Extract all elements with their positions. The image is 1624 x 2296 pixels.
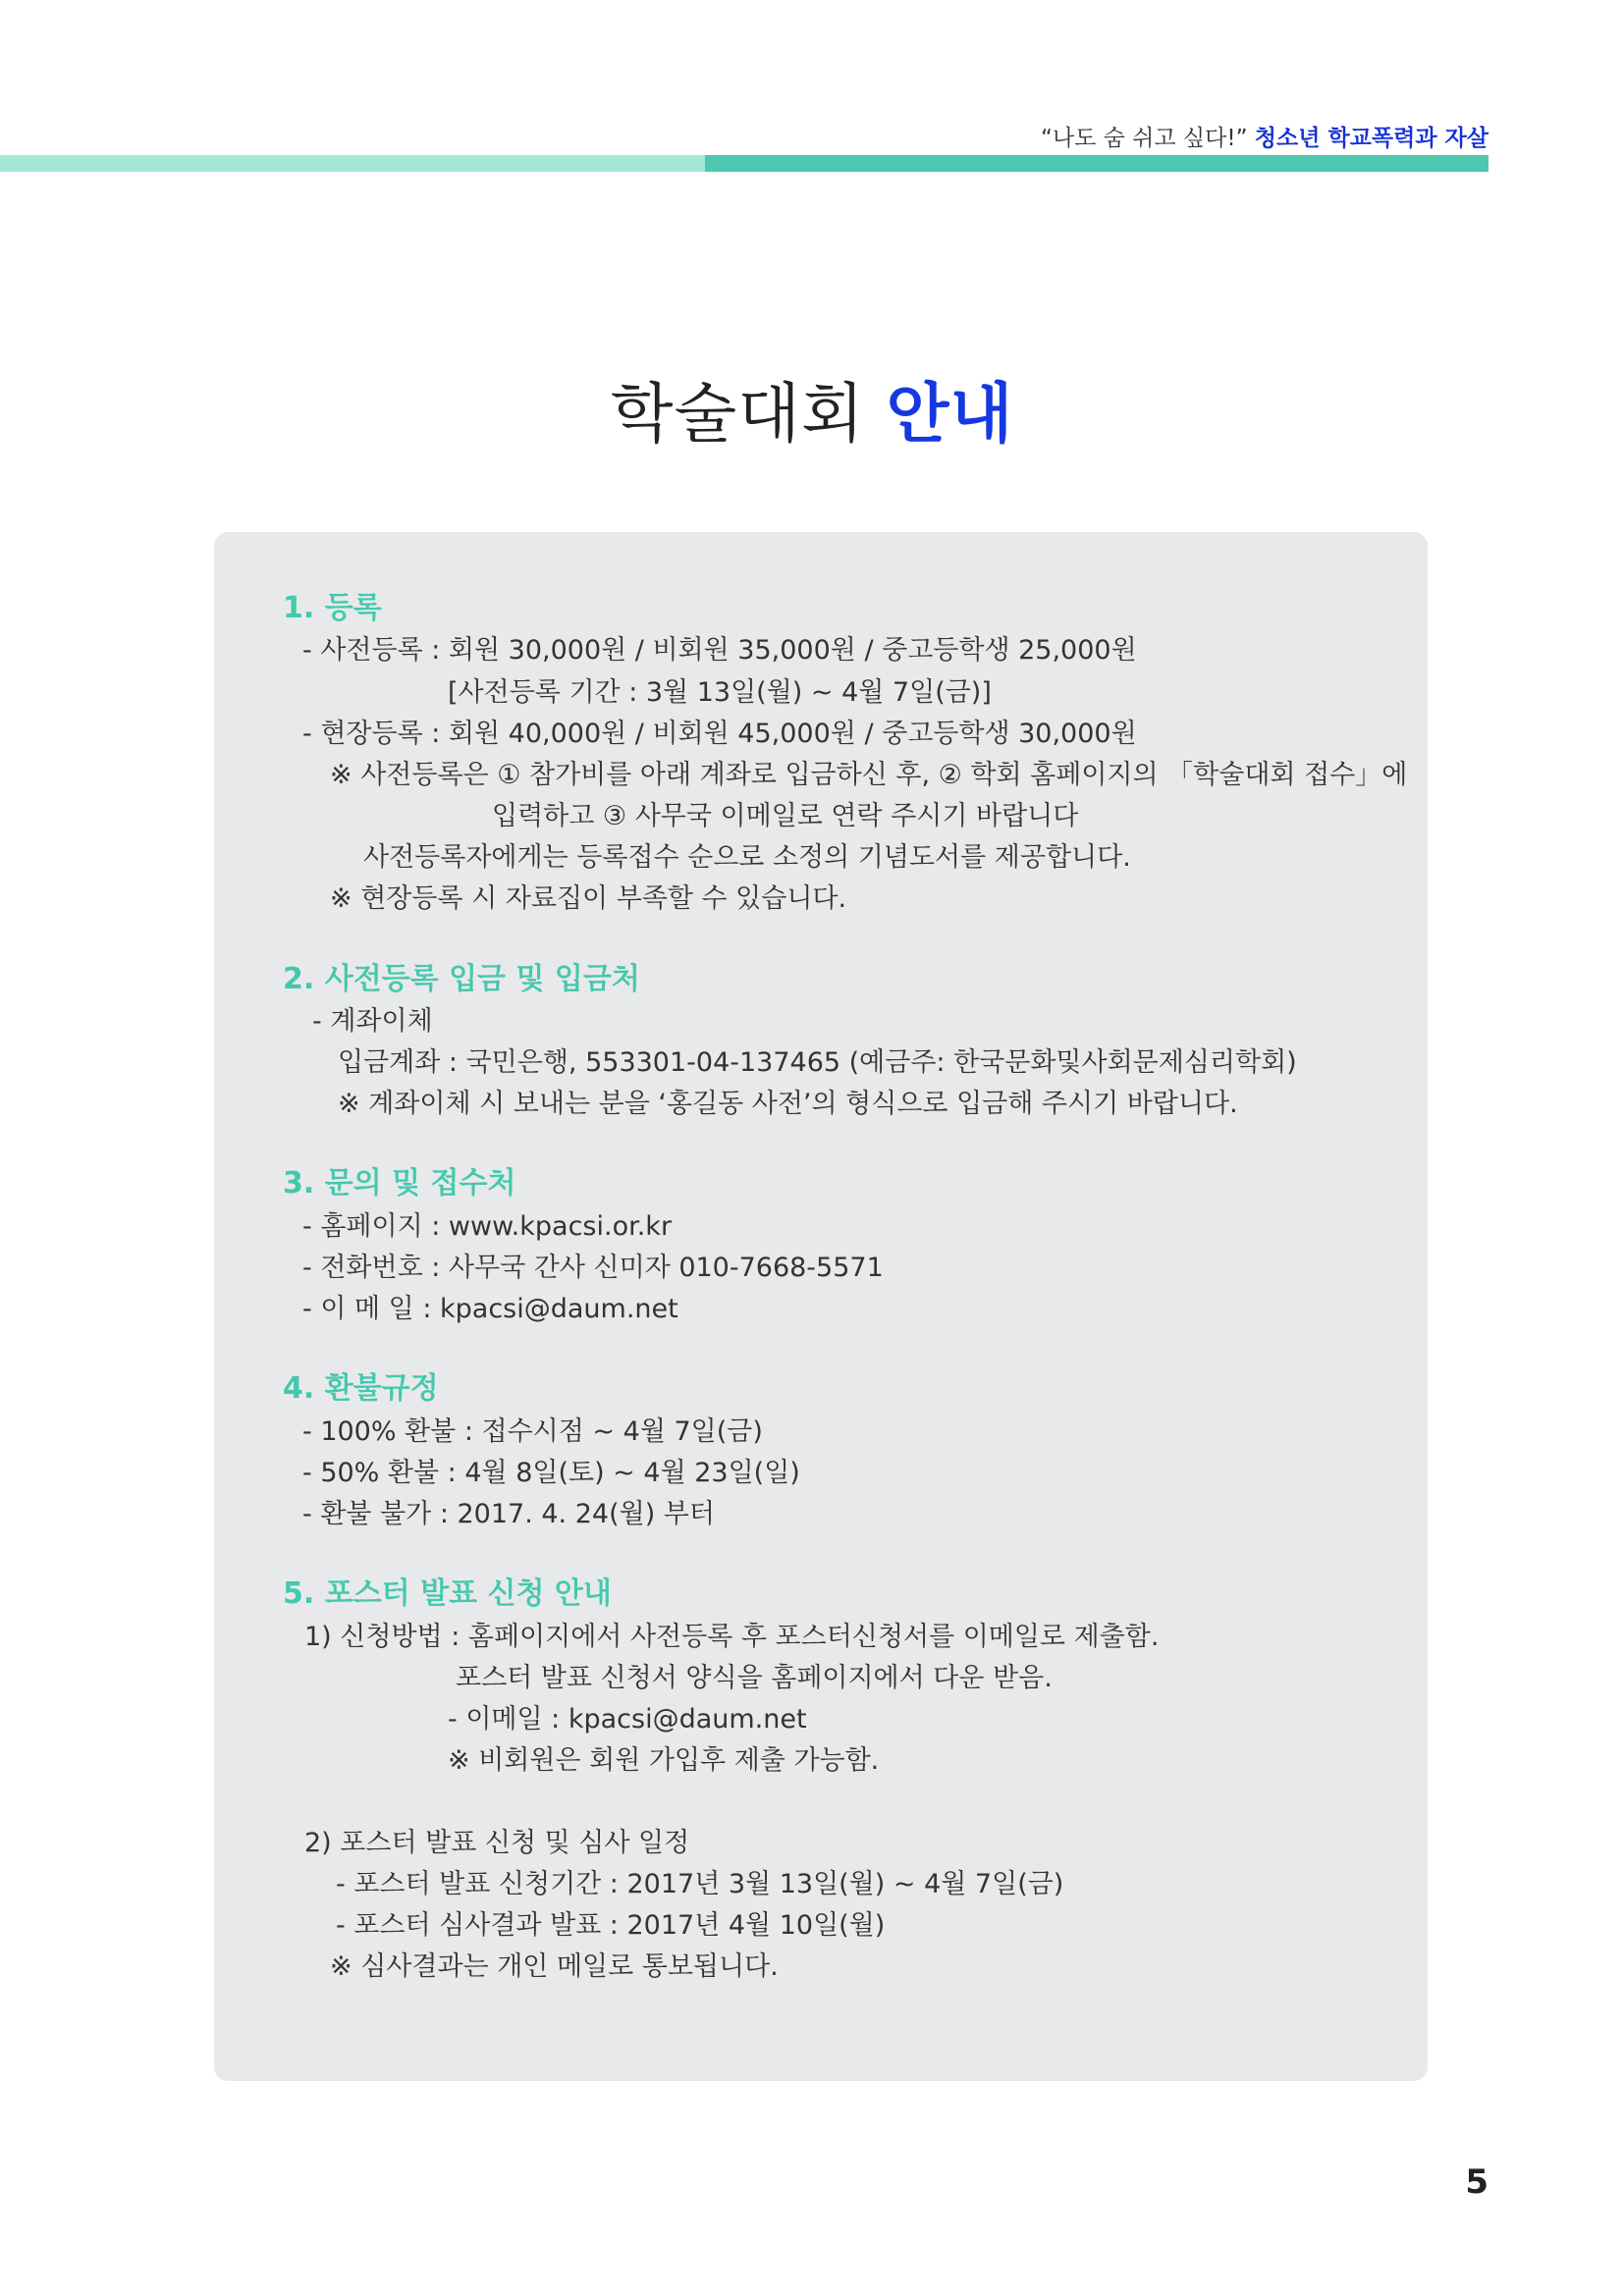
section-heading-registration: 1. 등록 [283,591,382,625]
section-heading-contact: 3. 문의 및 접수처 [283,1166,516,1201]
text-line: - 50% 환불 : 4월 8일(토) ~ 4월 23일(일) [302,1458,800,1488]
text-line: ※ 계좌이체 시 보내는 분을 ‘홍길동 사전’의 형식으로 입금해 주시기 바랍니다. [338,1089,1238,1119]
title-main: 학술대회 [610,376,865,452]
section-heading-payment: 2. 사전등록 입금 및 입금처 [283,962,640,996]
text-line: [사전등록 기간 : 3월 13일(월) ~ 4월 7일(금)] [448,677,992,708]
running-header [1041,120,1489,152]
page-number: 5 [1465,2163,1489,2202]
text-line: - 포스터 심사결과 발표 : 2017년 4월 10일(월) [336,1910,886,1941]
text-line: ※ 심사결과는 개인 메일로 통보됩니다. [330,1951,779,1982]
text-line: ※ 현장등록 시 자료집이 부족할 수 있습니다. [330,883,847,914]
running-header-title: 청소년 학교폭력과 자살 [1254,126,1489,151]
text-line: - 환불 불가 : 2017. 4. 24(월) 부터 [302,1499,715,1529]
text-line: 사전등록자에게는 등록접수 순으로 소정의 기념도서를 제공합니다. [363,842,1131,873]
text-line: - 홈페이지 : www.kpacsi.or.kr [302,1211,673,1242]
text-line: ※ 비회원은 회원 가입후 제출 가능함. [448,1745,880,1776]
text-line: - 현장등록 : 회원 40,000원 / 비회원 45,000원 / 중고등학생 30,000원 [302,719,1137,749]
text-line: - 이 메 일 : kpacsi@daum.net [302,1294,678,1324]
text-line: - 계좌이체 [312,1006,433,1037]
text-line: 포스터 발표 신청서 양식을 홈페이지에서 다운 받음. [456,1663,1053,1693]
running-header-prefix: “나도 숨 쉬고 싶다!” [1040,126,1248,151]
title-accent: 안내 [886,376,1014,452]
info-box [214,532,1428,2081]
text-line: 2) 포스터 발표 신청 및 심사 일정 [304,1828,690,1858]
text-line: - 100% 환불 : 접수시점 ~ 4월 7일(금) [302,1416,763,1447]
page-title [0,361,1624,454]
text-line: - 사전등록 : 회원 30,000원 / 비회원 35,000원 / 중고등학생 25,000원 [302,635,1137,666]
header-band-light [0,155,705,172]
text-line: - 전화번호 : 사무국 간사 신미자 010-7668-5571 [302,1253,884,1283]
header-band-dark [705,155,1489,172]
text-line: 입력하고 ③ 사무국 이메일로 연락 주시기 바랍니다 [492,801,1079,831]
text-line: - 이메일 : kpacsi@daum.net [448,1704,807,1735]
text-line: - 포스터 발표 신청기간 : 2017년 3월 13일(월) ~ 4월 7일(금) [336,1869,1064,1899]
section-heading-refund: 4. 환불규정 [283,1371,439,1406]
text-line: 1) 신청방법 : 홈페이지에서 사전등록 후 포스터신청서를 이메일로 제출함. [304,1622,1160,1652]
section-heading-poster: 5. 포스터 발표 신청 안내 [283,1576,612,1611]
text-line: 입금계좌 : 국민은행, 553301-04-137465 (예금주: 한국문화및사회문제심리학회) [338,1047,1297,1078]
text-line: ※ 사전등록은 ① 참가비를 아래 계좌로 입금하신 후, ② 학회 홈페이지의 「학술대회 접수」에 [330,760,1408,790]
